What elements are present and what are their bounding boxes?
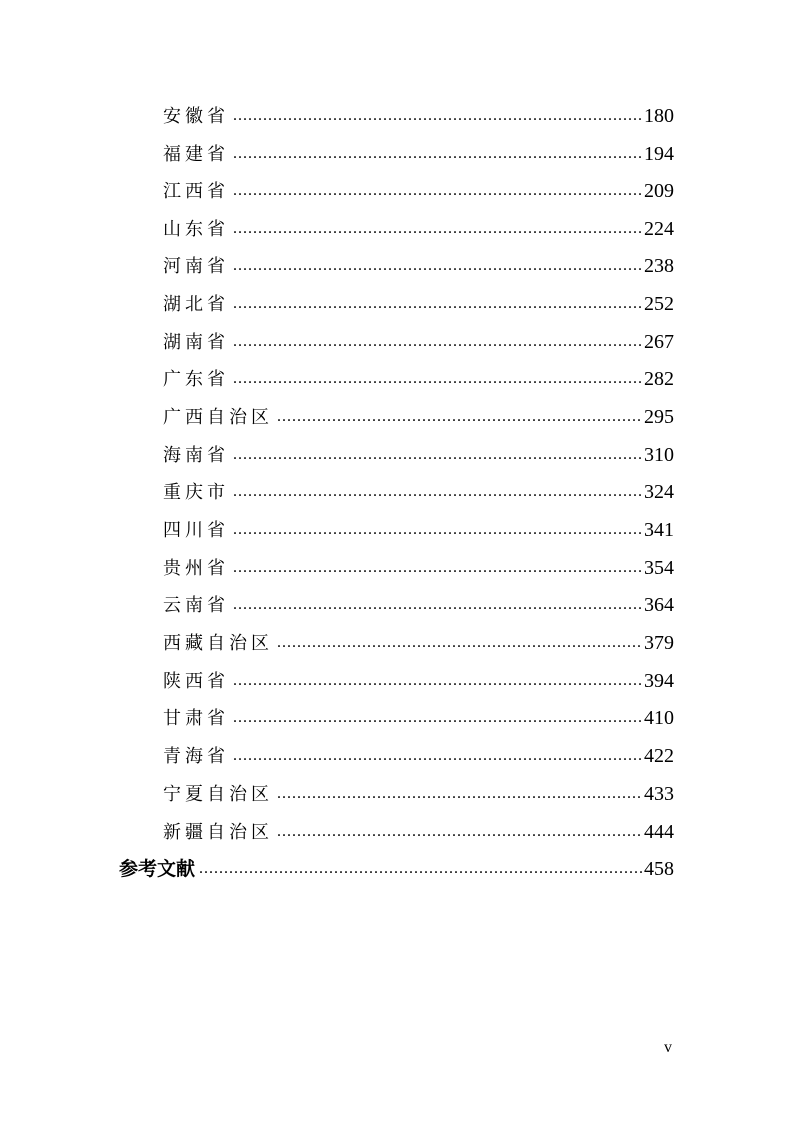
toc-entry-title: 西藏自治区: [163, 633, 273, 654]
toc-entry-page: 324: [644, 481, 674, 503]
toc-entry-title: 四川省: [163, 520, 229, 541]
toc-leader-dots: [233, 139, 642, 169]
toc-entry-page: 282: [644, 368, 674, 390]
toc-entry-page: 364: [644, 594, 674, 616]
toc-entry-page: 422: [644, 745, 674, 767]
toc-leader-dots: [233, 440, 642, 470]
toc-entry-title: 湖南省: [163, 332, 229, 353]
toc-entry[interactable]: [163, 176, 674, 206]
toc-entry[interactable]: [163, 515, 674, 545]
toc-entry-page: 252: [644, 293, 674, 315]
toc-entry-title: 参考文献: [119, 858, 196, 880]
toc-entry-page: 267: [644, 331, 674, 353]
toc-leader-dots: [233, 327, 642, 357]
toc-leader-dots: [233, 101, 642, 131]
toc-entry-title: 青海省: [163, 746, 229, 767]
toc-entry-page: 310: [644, 444, 674, 466]
toc-entry-title: 湖北省: [163, 294, 229, 315]
toc-entry-page: 224: [644, 218, 674, 240]
toc-entry[interactable]: [163, 477, 674, 507]
toc-entry[interactable]: [163, 440, 674, 470]
toc-entry-page: 295: [644, 406, 674, 428]
toc-entry-title: 新疆自治区: [163, 822, 273, 843]
toc-entry-title: 江西省: [163, 181, 229, 202]
toc-leader-dots: [233, 515, 642, 545]
toc-leader-dots: [233, 590, 642, 620]
toc-entry-page: 410: [644, 707, 674, 729]
toc-leader-dots: [233, 553, 642, 583]
toc-leader-dots: [277, 817, 642, 847]
toc-entry-title: 山东省: [163, 219, 229, 240]
toc-entry[interactable]: [163, 628, 674, 658]
toc-leader-dots: [199, 854, 642, 884]
toc-entry[interactable]: [163, 553, 674, 583]
toc-entry-title: 陕西省: [163, 671, 229, 692]
toc-entry[interactable]: [163, 779, 674, 809]
toc-entry-page: 444: [644, 821, 674, 843]
toc-leader-dots: [277, 402, 642, 432]
toc-entry-page: 458: [644, 858, 674, 880]
toc-leader-dots: [233, 364, 642, 394]
toc-leader-dots: [233, 741, 642, 771]
toc-entry-title: 河南省: [163, 256, 229, 277]
toc-entry-page: 341: [644, 519, 674, 541]
toc-entry-page: 209: [644, 180, 674, 202]
toc-entry-title: 贵州省: [163, 558, 229, 579]
page-number: v: [664, 1039, 672, 1056]
toc-entry[interactable]: [163, 327, 674, 357]
toc-entry-page: 354: [644, 557, 674, 579]
toc-entry-title: 甘肃省: [163, 708, 229, 729]
toc-entry-title: 安徽省: [163, 106, 229, 127]
toc-leader-dots: [233, 703, 642, 733]
toc-entry-page: 379: [644, 632, 674, 654]
toc-entry-references[interactable]: [119, 854, 674, 884]
toc-entry[interactable]: [163, 101, 674, 131]
toc-entry-title: 云南省: [163, 595, 229, 616]
toc-entry[interactable]: [163, 289, 674, 319]
toc-entry-page: 394: [644, 670, 674, 692]
toc-entry-page: 180: [644, 105, 674, 127]
toc-entry-page: 194: [644, 143, 674, 165]
toc-leader-dots: [233, 477, 642, 507]
toc-leader-dots: [233, 666, 642, 696]
toc-leader-dots: [233, 289, 642, 319]
toc-entry-title: 海南省: [163, 445, 229, 466]
toc-entry[interactable]: [163, 139, 674, 169]
toc-entry-title: 广西自治区: [163, 407, 273, 428]
toc-leader-dots: [233, 176, 642, 206]
toc-entry-title: 福建省: [163, 144, 229, 165]
toc-entry[interactable]: [163, 402, 674, 432]
toc-entry[interactable]: [163, 817, 674, 847]
toc-leader-dots: [233, 214, 642, 244]
toc-entry[interactable]: [163, 214, 674, 244]
toc-entry[interactable]: [163, 741, 674, 771]
toc-entry[interactable]: [163, 251, 674, 281]
toc-leader-dots: [233, 251, 642, 281]
toc-leader-dots: [277, 779, 642, 809]
toc-entry-page: 238: [644, 255, 674, 277]
toc-entry-title: 重庆市: [163, 482, 229, 503]
toc-entry[interactable]: [163, 666, 674, 696]
toc-entry-page: 433: [644, 783, 674, 805]
toc-entry[interactable]: [163, 364, 674, 394]
toc-leader-dots: [277, 628, 642, 658]
toc-entry[interactable]: [163, 703, 674, 733]
toc-entry-title: 广东省: [163, 369, 229, 390]
toc-entry[interactable]: [163, 590, 674, 620]
toc-entry-title: 宁夏自治区: [163, 784, 273, 805]
